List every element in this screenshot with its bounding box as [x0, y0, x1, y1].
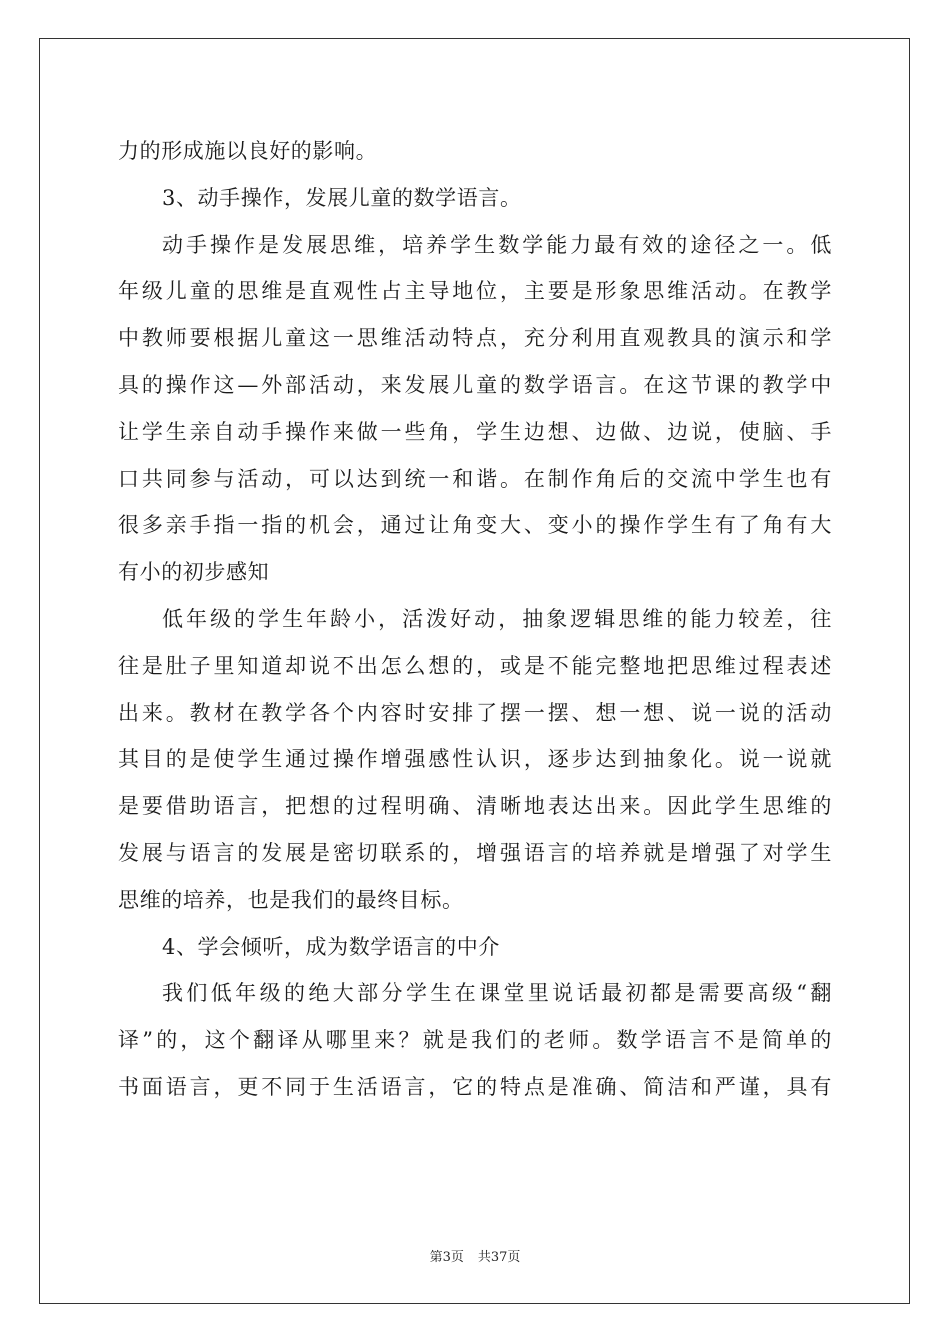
text-line: 4、学会倾听，成为数学语言的中介 — [162, 934, 500, 959]
text-line: 让学生亲自动手操作来做一些角，学生边想、边做、边说，使脑、手 — [118, 419, 832, 444]
text-line: 有小的初步感知 — [118, 560, 270, 585]
text-line: 年级儿童的思维是直观性占主导地位，主要是形象思维活动。在教学 — [118, 279, 832, 304]
text-line: 3、动手操作，发展儿童的数学语言。 — [162, 185, 522, 210]
text-line: 口共同参与活动，可以达到统一和谐。在制作角后的交流中学生也有 — [118, 466, 832, 491]
text-line: 译”的，这个翻译从哪里来？就是我们的老师。数学语言不是简单的 — [118, 1028, 832, 1053]
text-line: 往是肚子里知道却说不出怎么想的，或是不能完整地把思维过程表述 — [118, 653, 832, 678]
text-line: 是要借助语言，把想的过程明确、清晰地表达出来。因此学生思维的 — [118, 794, 832, 819]
text-line: 思维的培养，也是我们的最终目标。 — [118, 887, 464, 912]
text-line: 其目的是使学生通过操作增强感性认识，逐步达到抽象化。说一说就 — [118, 747, 832, 772]
text-line: 发展与语言的发展是密切联系的，增强语言的培养就是增强了对学生 — [118, 840, 832, 865]
page-number: 第3页 — [429, 1250, 464, 1265]
text-line: 力的形成施以良好的影响。 — [118, 139, 378, 163]
document-body — [118, 128, 832, 1111]
text-line: 具的操作这—外部活动，来发展儿童的数学语言。在这节课的教学中 — [118, 372, 832, 397]
text-line: 我们低年级的绝大部分学生在课堂里说话最初都是需要高级“翻 — [162, 981, 832, 1006]
page-total: 共37页 — [477, 1250, 521, 1265]
text-line: 动手操作是发展思维，培养学生数学能力最有效的途径之一。低 — [162, 232, 832, 257]
text-line: 很多亲手指一指的机会，通过让角变大、变小的操作学生有了角有大 — [118, 513, 832, 538]
text-line: 低年级的学生年龄小，活泼好动，抽象逻辑思维的能力较差，往 — [162, 606, 832, 631]
text-line: 出来。教材在教学各个内容时安排了摆一摆、想一想、说一说的活动 — [118, 700, 832, 725]
text-line: 中教师要根据儿童这一思维活动特点，充分利用直观教具的演示和学 — [118, 326, 832, 351]
page-footer — [0, 1246, 950, 1265]
text-line: 书面语言，更不同于生活语言，它的特点是准确、简洁和严谨，具有 — [118, 1074, 832, 1099]
